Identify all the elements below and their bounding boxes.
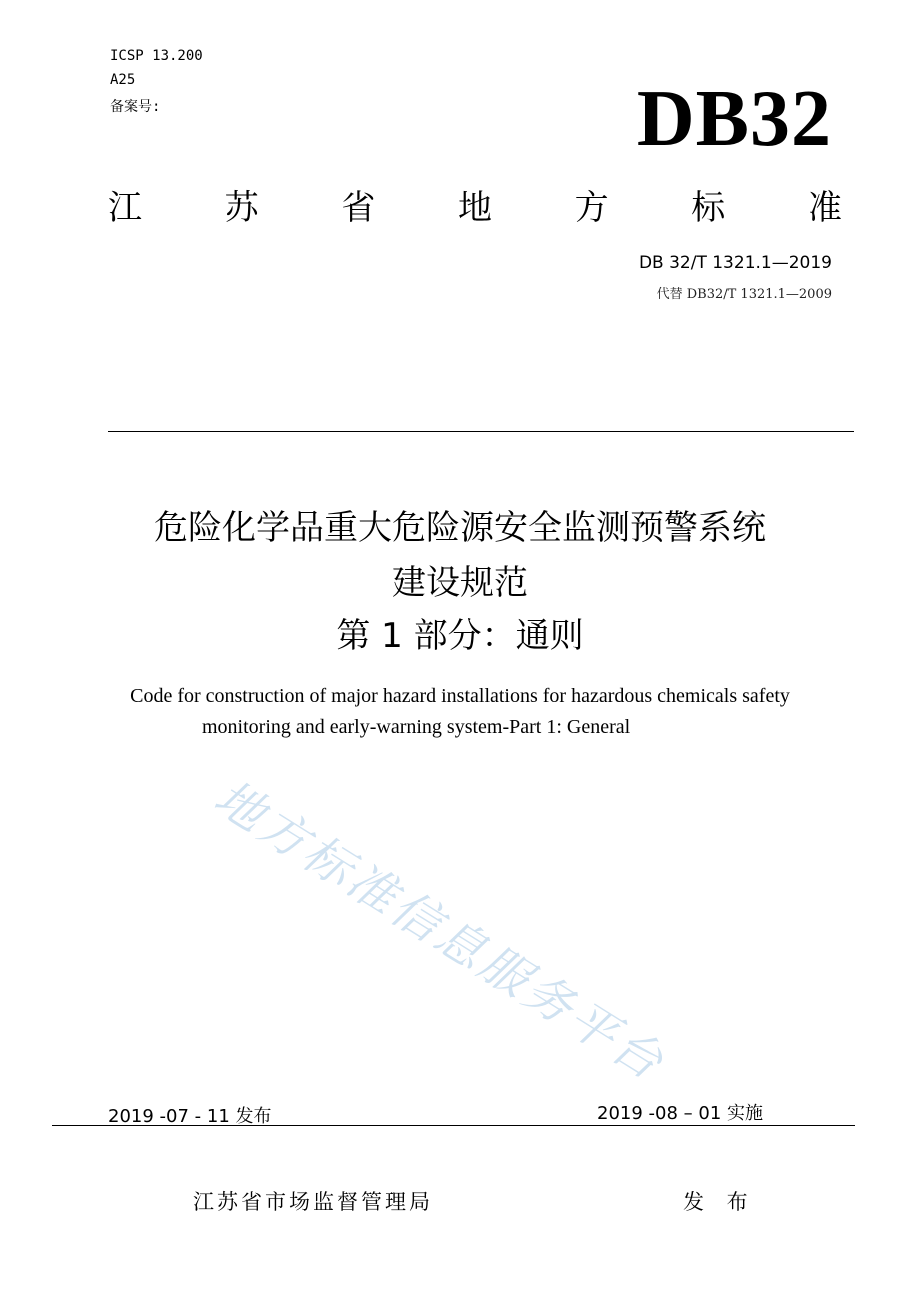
record-number-label: 备案号: <box>110 99 161 115</box>
bottom-divider <box>52 1125 855 1126</box>
english-title-line-2: monitoring and early-warning system-Part 1: General <box>202 716 631 738</box>
category-char: 方 <box>574 188 609 228</box>
title-line-2: 建设规范 <box>392 563 528 603</box>
title-line-1: 危险化学品重大危险源安全监测预警系统 <box>154 508 766 548</box>
title-line-3: 第 1 部分：通则 <box>336 616 584 656</box>
classification-code: A25 <box>110 72 136 88</box>
issuing-authority: 江苏省市场监督管理局 <box>193 1190 433 1214</box>
implementation-date: 2019 -08 – 01 实施 <box>597 1103 763 1124</box>
replaces-standard: 代替 DB32/T 1321.1—2009 <box>656 287 832 302</box>
category-char: 准 <box>807 188 842 228</box>
category-char: 江 <box>108 188 142 228</box>
ics-code: ICSP 13.200 <box>110 48 203 64</box>
standard-category-title <box>108 180 842 229</box>
top-divider <box>108 431 854 432</box>
issue-label: 发 布 <box>683 1190 756 1214</box>
issue-date: 2019 -07 - 11 发布 <box>108 1106 272 1127</box>
category-char: 省 <box>341 188 376 228</box>
category-char: 标 <box>691 188 726 228</box>
standard-badge: DB32 <box>636 75 832 163</box>
category-char: 苏 <box>224 188 259 228</box>
standard-code: DB 32/T 1321.1—2019 <box>638 253 832 273</box>
english-title-line-1: Code for construction of major hazard installations for hazardous chemicals safety <box>130 685 790 707</box>
category-char: 地 <box>457 188 492 228</box>
watermark: 地方标准信息服务平台 <box>204 769 676 1093</box>
